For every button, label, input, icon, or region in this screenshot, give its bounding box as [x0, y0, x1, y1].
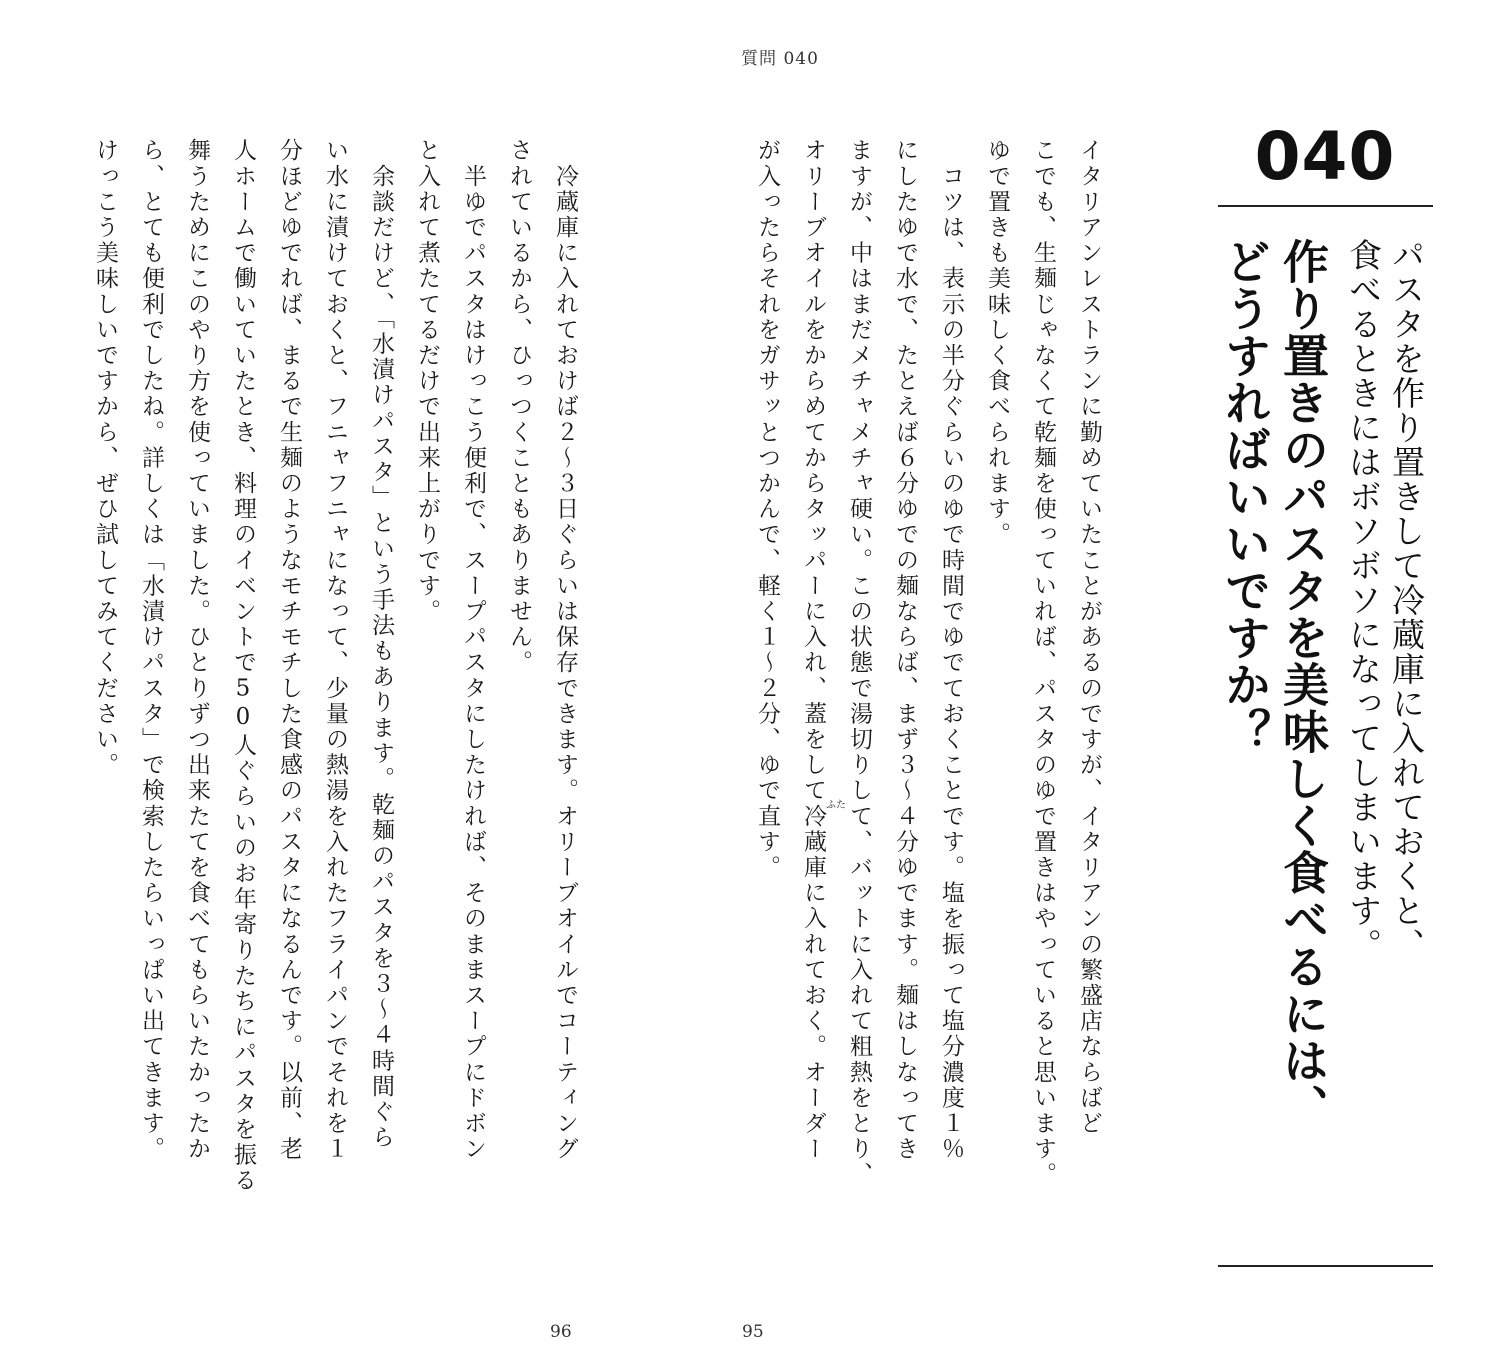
page-number-left: 96 — [550, 1322, 572, 1342]
question-number: 040 — [1254, 118, 1396, 195]
left-page-line-8: 人ホームで働いていたとき、料理のイベントで50人ぐらいのお年寄りたちにパスタを振る — [230, 138, 256, 1194]
right-page-line-4: コツは、表示の半分ぐらいのゆで時間でゆでておくことです。塩を振って塩分濃度１％ — [938, 138, 964, 1162]
left-page-line-6: い水に漬けておくと、フニャフニャになって、少量の熱湯を入れたフライパンでそれを１ — [322, 138, 348, 1162]
question-subtitle-line-2: 食べるときにはボソボソになってしまいます。 — [1344, 238, 1383, 963]
left-page-line-5: 余談だけど、「水漬けパスタ」という手法もあります。乾麺のパスタを３～４時間ぐら — [368, 138, 394, 1151]
right-page-line-5: にしたゆで水で、たとえば６分ゆでの麺ならば、まず３～４分ゆでます。麺はしなってき — [892, 138, 918, 1162]
right-page-line-6: ますが、中はまだメチャメチャ硬い。この状態で湯切りして、バットに入れて粗熱をとり、 — [846, 138, 872, 1188]
right-page-line-1: イタリアンレストランに勤めていたことがあるのですが、イタリアンの繁盛店ならばど — [1076, 138, 1102, 1137]
right-page-line-8: が入ったらそれをガサッとつかんで、軽く１～２分、ゆで直す。 — [754, 138, 780, 881]
question-subtitle-line-1: パスタを作り置きして冷蔵庫に入れておくと、 — [1387, 238, 1426, 963]
left-page-line-1: 冷蔵庫に入れておけば２～３日ぐらいは保存できます。オリーブオイルでコーティング — [552, 138, 578, 1162]
left-page-line-3: 半ゆでパスタはけっこう便利で、スープパスタにしたければ、そのままスープにドボン — [460, 138, 486, 1162]
ruby-annotation: ふた — [826, 800, 846, 811]
left-page-line-10: ら、とても便利でしたね。詳しくは「水漬けパスタ」で検索したらいっぱい出てきます。 — [138, 138, 164, 1162]
question-title-line-1: 作り置きのパスタを美味しく食べるには、 — [1276, 238, 1330, 1131]
right-page-line-7: オリーブオイルをからめてからタッパーに入れ、蓋をして冷蔵庫に入れておく。オーダー — [800, 138, 826, 1162]
left-page-line-11: けっこう美味しいですから、ぜひ試してみてください。 — [92, 138, 118, 778]
page-number-right: 95 — [742, 1322, 764, 1342]
heading-rule-bottom — [1218, 1265, 1433, 1267]
left-page-line-7: 分ほどゆでれば、まるで生麺のようなモチモチした食感のパスタになるんです。以前、老 — [276, 138, 302, 1162]
right-page-line-3: ゆで置きも美味しく食べられます。 — [984, 138, 1010, 548]
heading-rule-top — [1218, 205, 1433, 207]
left-page-line-9: 舞うためにこのやり方を使っていました。ひとりずつ出来たてを食べてもらいたかったか — [184, 138, 210, 1162]
question-title-line-2: どうすればいいですか？ — [1218, 238, 1272, 755]
running-head: 質問 040 — [741, 49, 819, 69]
left-page-line-4: と入れて煮たてるだけで出来上がりです。 — [414, 138, 440, 625]
left-page-line-2: されているから、ひっつくこともありません。 — [506, 138, 532, 676]
right-page-line-2: こでも、生麺じゃなくて乾麺を使っていれば、パスタのゆで置きはやっていると思います。 — [1030, 138, 1056, 1188]
